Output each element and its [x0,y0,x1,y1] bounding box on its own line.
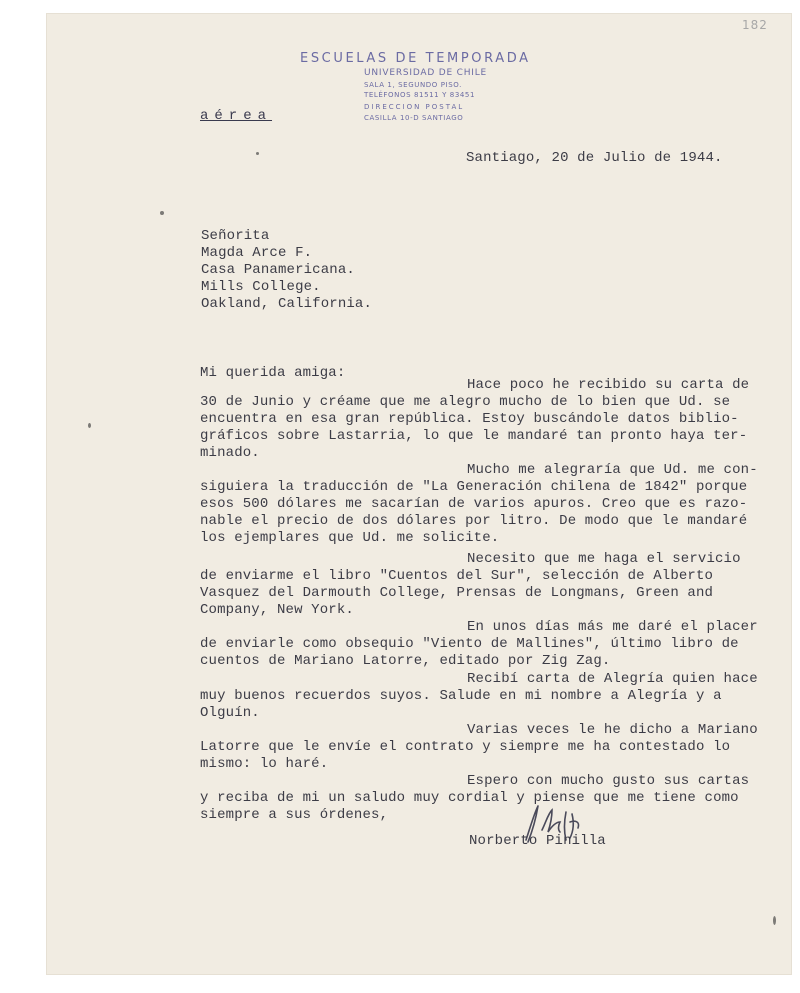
body-line: 30 de Junio y créame que me alegro mucho de lo bien que Ud. se [200,394,731,410]
body-line: Latorre que le envíe el contrato y siempre me ha contestado lo [200,739,731,755]
body-line: Necesito que me haga el servicio [467,551,741,567]
recipient-line: Oakland, California. [201,296,373,312]
body-line: Espero con mucho gusto sus cartas [467,773,750,789]
airmail-label: aérea [200,108,273,124]
body-line: siempre a sus órdenes, [200,807,389,823]
body-line: Mucho me alegraría que Ud. me con- [467,462,758,478]
body-line: de enviarle como obsequio "Viento de Mallines", último libro de [200,636,739,652]
body-line: los ejemplares que Ud. me solicite. [200,530,500,546]
recipient-line: Mills College. [201,279,321,295]
body-line: esos 500 dólares me sacarían de varios apuros. Creo que es razo- [200,496,748,512]
body-line: nable el precio de dos dólares por litro. De modo que le mandaré [200,513,748,529]
letterhead-box: CASILLA 10-D SANTIAGO [364,114,464,122]
recipient-line: Señorita [201,228,270,244]
body-line: Recibí carta de Alegría quien hace [467,671,758,687]
recipient-line: Casa Panamericana. [201,262,355,278]
letterhead-phones: TELÉFONOS 81511 Y 83451 [364,91,476,99]
paper-speck [160,211,164,215]
recipient-line: Magda Arce F. [201,245,313,261]
paper-speck [773,916,776,925]
body-line: de enviarme el libro "Cuentos del Sur", selección de Alberto [200,568,714,584]
body-line: siguiera la traducción de "La Generación chilena de 1842" porque [200,479,748,495]
letterhead-university: UNIVERSIDAD DE CHILE [364,68,488,78]
letter-date: Santiago, 20 de Julio de 1944. [466,150,723,166]
body-line: Hace poco he recibido su carta de [467,377,750,393]
signatory-name: Norberto Pinilla [469,833,606,849]
body-line: Company, New York. [200,602,354,618]
letterhead-postal: DIRECCION POSTAL [364,103,465,111]
body-line: En unos días más me daré el placer [467,619,758,635]
body-line: y reciba de mi un saludo muy cordial y piense que me tiene como [200,790,739,806]
letterhead-title: ESCUELAS DE TEMPORADA [300,51,531,66]
body-line: Varias veces le he dicho a Mariano [467,722,758,738]
body-line: Olguín. [200,705,260,721]
body-line: mismo: lo haré. [200,756,329,772]
salutation: Mi querida amiga: [200,365,346,381]
body-line: encuentra en esa gran república. Estoy buscándole datos biblio- [200,411,739,427]
body-line: Vasquez del Darmouth College, Prensas de Longmans, Green and [200,585,714,601]
body-line: gráficos sobre Lastarria, lo que le mandaré tan pronto haya ter- [200,428,748,444]
body-line: cuentos de Mariano Latorre, editado por Zig Zag. [200,653,611,669]
paper-speck [88,423,91,428]
body-line: minado. [200,445,260,461]
body-line: muy buenos recuerdos suyos. Salude en mi nombre a Alegría y a [200,688,722,704]
paper-speck [256,152,259,155]
archive-number: 182 [742,18,768,32]
letterhead-room: SALA 1, SEGUNDO PISO. [364,81,462,89]
